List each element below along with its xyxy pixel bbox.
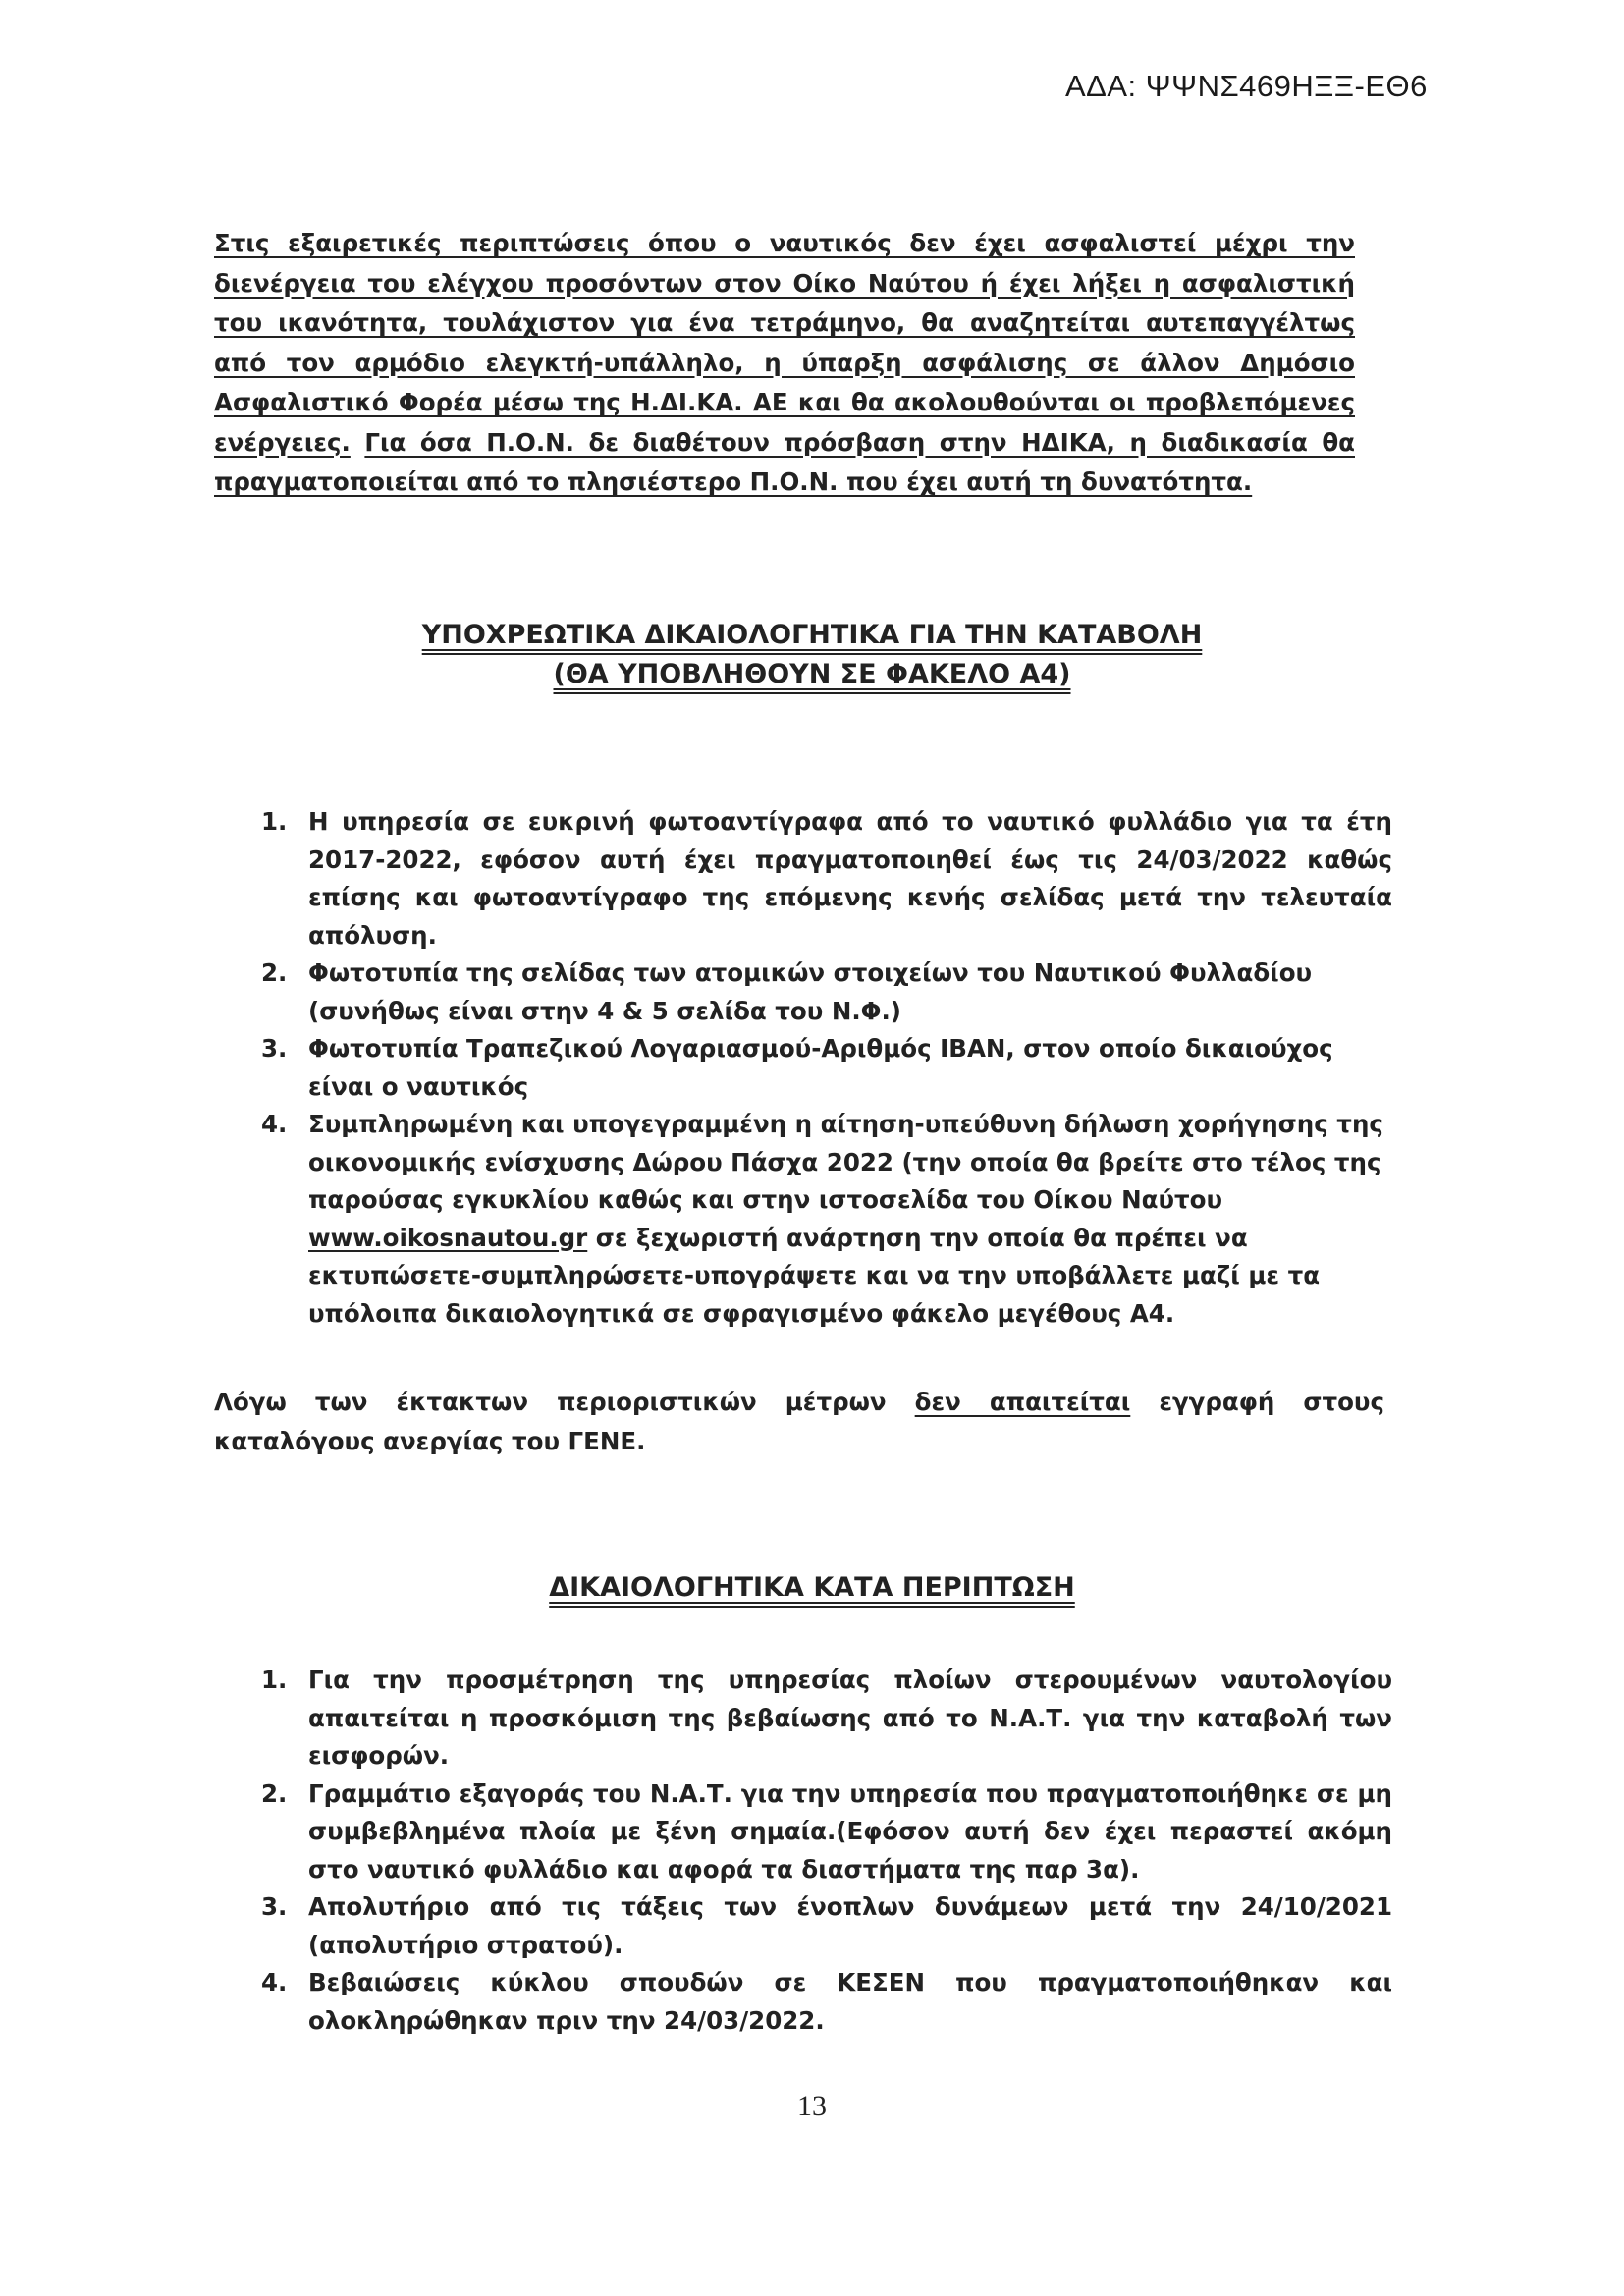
list-item bbox=[253, 1106, 1392, 1333]
list-item bbox=[253, 1662, 1392, 1776]
list-item bbox=[253, 803, 1392, 955]
item-text: Βεβαιώσεις κύκλου σπουδών σε ΚΕΣΕΝ που πραγματοποιήθηκαν και ολοκληρώθηκαν πριν την 24/03/2022. bbox=[308, 1968, 1392, 2035]
mandatory-docs-title bbox=[0, 616, 1624, 655]
item-number: 4. bbox=[261, 1110, 288, 1138]
case-docs-title bbox=[0, 1568, 1624, 1608]
ada-code: ΑΔΑ: ΨΨΝΣ469ΗΞΞ-ΕΘ6 bbox=[1065, 69, 1428, 103]
item-text: Φωτοτυπία Τραπεζικού Λογαριασμού-Αριθμός IBAN, στον οποίο δικαιούχος είναι ο ναυτικός bbox=[308, 1034, 1333, 1101]
item-number: 3. bbox=[261, 1034, 288, 1063]
mandatory-docs-subtitle bbox=[0, 655, 1624, 694]
item-text: Για την προσμέτρηση της υπηρεσίας πλοίων στερουμένων ναυτολογίου απαιτείται η προσκόμιση της βεβαίωσης από το Ν.Α.Τ. για την καταβολή των εισφορών. bbox=[308, 1666, 1392, 1770]
list-item bbox=[253, 1030, 1392, 1106]
item-text: Φωτοτυπία της σελίδας των ατομικών στοιχείων του Ναυτικού Φυλλαδίου (συνήθως είναι στην 4 & 5 σελίδα του Ν.Φ.) bbox=[308, 958, 1313, 1025]
case-docs-title-text: ΔΙΚΑΙΟΛΟΓΗΤΙΚΑ ΚΑΤΑ ΠΕΡΙΠΤΩΣΗ bbox=[549, 1572, 1075, 1603]
item-number: 1. bbox=[261, 807, 288, 836]
note-text: Λόγω των έκτακτων περιοριστικών μέτρων bbox=[214, 1388, 915, 1416]
list-item bbox=[253, 955, 1392, 1030]
intro-paragraph bbox=[214, 224, 1355, 503]
list-item bbox=[253, 1776, 1392, 1889]
note-text-end: εγγραφή στους καταλόγους ανεργίας του ΓΕΝΕ. bbox=[214, 1388, 1384, 1455]
item-number: 3. bbox=[261, 1892, 288, 1921]
unemployment-note bbox=[214, 1383, 1384, 1461]
item-text: Συμπληρωμένη και υπογεγραμμένη η αίτηση-υπεύθυνη δήλωση χορήγησης της οικονομικής ενίσχυσης Δώρου Πάσχα 2022 (την οποία θα βρείτε στο τέλος της παρούσας εγκυκλίου καθώς και στην ιστοσελίδα του Οίκου Ναύτου bbox=[308, 1110, 1383, 1214]
item-number: 1. bbox=[261, 1666, 288, 1694]
intro-paragraph-part2: Για όσα Π.Ο.Ν. δε διαθέτουν πρόσβαση στην ΗΔΙΚΑ, η διαδικασία θα πραγματοποιείται από το πλησιέστερο Π.Ο.Ν. που έχει αυτή τη δυνατότητα. bbox=[214, 427, 1355, 496]
list-item bbox=[253, 1888, 1392, 1964]
website-link[interactable]: www.oikosnautou.gr bbox=[308, 1223, 588, 1252]
item-text: Η υπηρεσία σε ευκρινή φωτοαντίγραφα από το ναυτικό φυλλάδιο για τα έτη 2017-2022, εφόσον αυτή έχει πραγματοποιηθεί έως τις 24/03/2022 καθώς επίσης και φωτοαντίγραφο της επόμενης κενής σελίδας μετά την τελευταία απόλυση. bbox=[308, 807, 1392, 950]
mandatory-docs-title-line1: ΥΠΟΧΡΕΩΤΙΚΑ ΔΙΚΑΙΟΛΟΓΗΤΙΚΑ ΓΙΑ ΤΗΝ ΚΑΤΑΒΟΛΗ bbox=[421, 620, 1203, 650]
item-text: Απολυτήριο από τις τάξεις των ένοπλων δυνάμεων μετά την 24/10/2021 (απολυτήριο στρατού). bbox=[308, 1892, 1392, 1959]
page-number: 13 bbox=[797, 2090, 827, 2122]
intro-paragraph-part1: Στις εξαιρετικές περιπτώσεις όπου ο ναυτικός δεν έχει ασφαλιστεί μέχρι την διενέργεια του ελέγχου προσόντων στον Οίκο Ναύτου ή έχει λήξει η ασφαλιστική του ικανότητα, τουλάχιστον για ένα τετράμηνο, θα αναζητείται αυτεπαγγέλτως από τον αρμόδιο ελεγκτή-υπάλληλο, η ύπαρξη ασφάλισης σε άλλον Δημόσιο Ασφαλιστικό Φορέα μέσω της Η.ΔΙ.ΚΑ. ΑΕ και θα ακολουθούνται οι προβλεπόμενες ενέργειες. bbox=[214, 229, 1355, 457]
item-text-continued: σε ξεχωριστή ανάρτηση την οποία θα πρέπει να εκτυπώσετε-συμπληρώσετε-υπογράψετε και να την υποβάλλετε μαζί με τα υπόλοιπα δικαιολογητικά σε σφραγισμένο φάκελο μεγέθους Α4. bbox=[308, 1223, 1321, 1328]
note-emphasis: δεν απαιτείται bbox=[914, 1388, 1131, 1416]
item-number: 2. bbox=[261, 1778, 288, 1808]
list-item bbox=[253, 1964, 1392, 2040]
case-docs-list bbox=[253, 1662, 1392, 2040]
item-text: Γραμμάτιο εξαγοράς του Ν.Α.Τ. για την υπηρεσία που πραγματοποιήθηκε σε μη συμβεβλημένα πλοία με ξένη σημαία.(Εφόσον αυτή δεν έχει περαστεί ακόμη στο ναυτικό φυλλάδιο και αφορά τα διαστήματα της παρ 3α). bbox=[308, 1778, 1392, 1884]
mandatory-docs-title-line2: (ΘΑ ΥΠΟΒΛΗΘΟΥΝ ΣΕ ΦΑΚΕΛΟ Α4) bbox=[553, 659, 1071, 689]
mandatory-docs-list bbox=[253, 803, 1392, 1333]
item-number: 2. bbox=[261, 958, 288, 987]
item-number: 4. bbox=[261, 1968, 288, 1996]
